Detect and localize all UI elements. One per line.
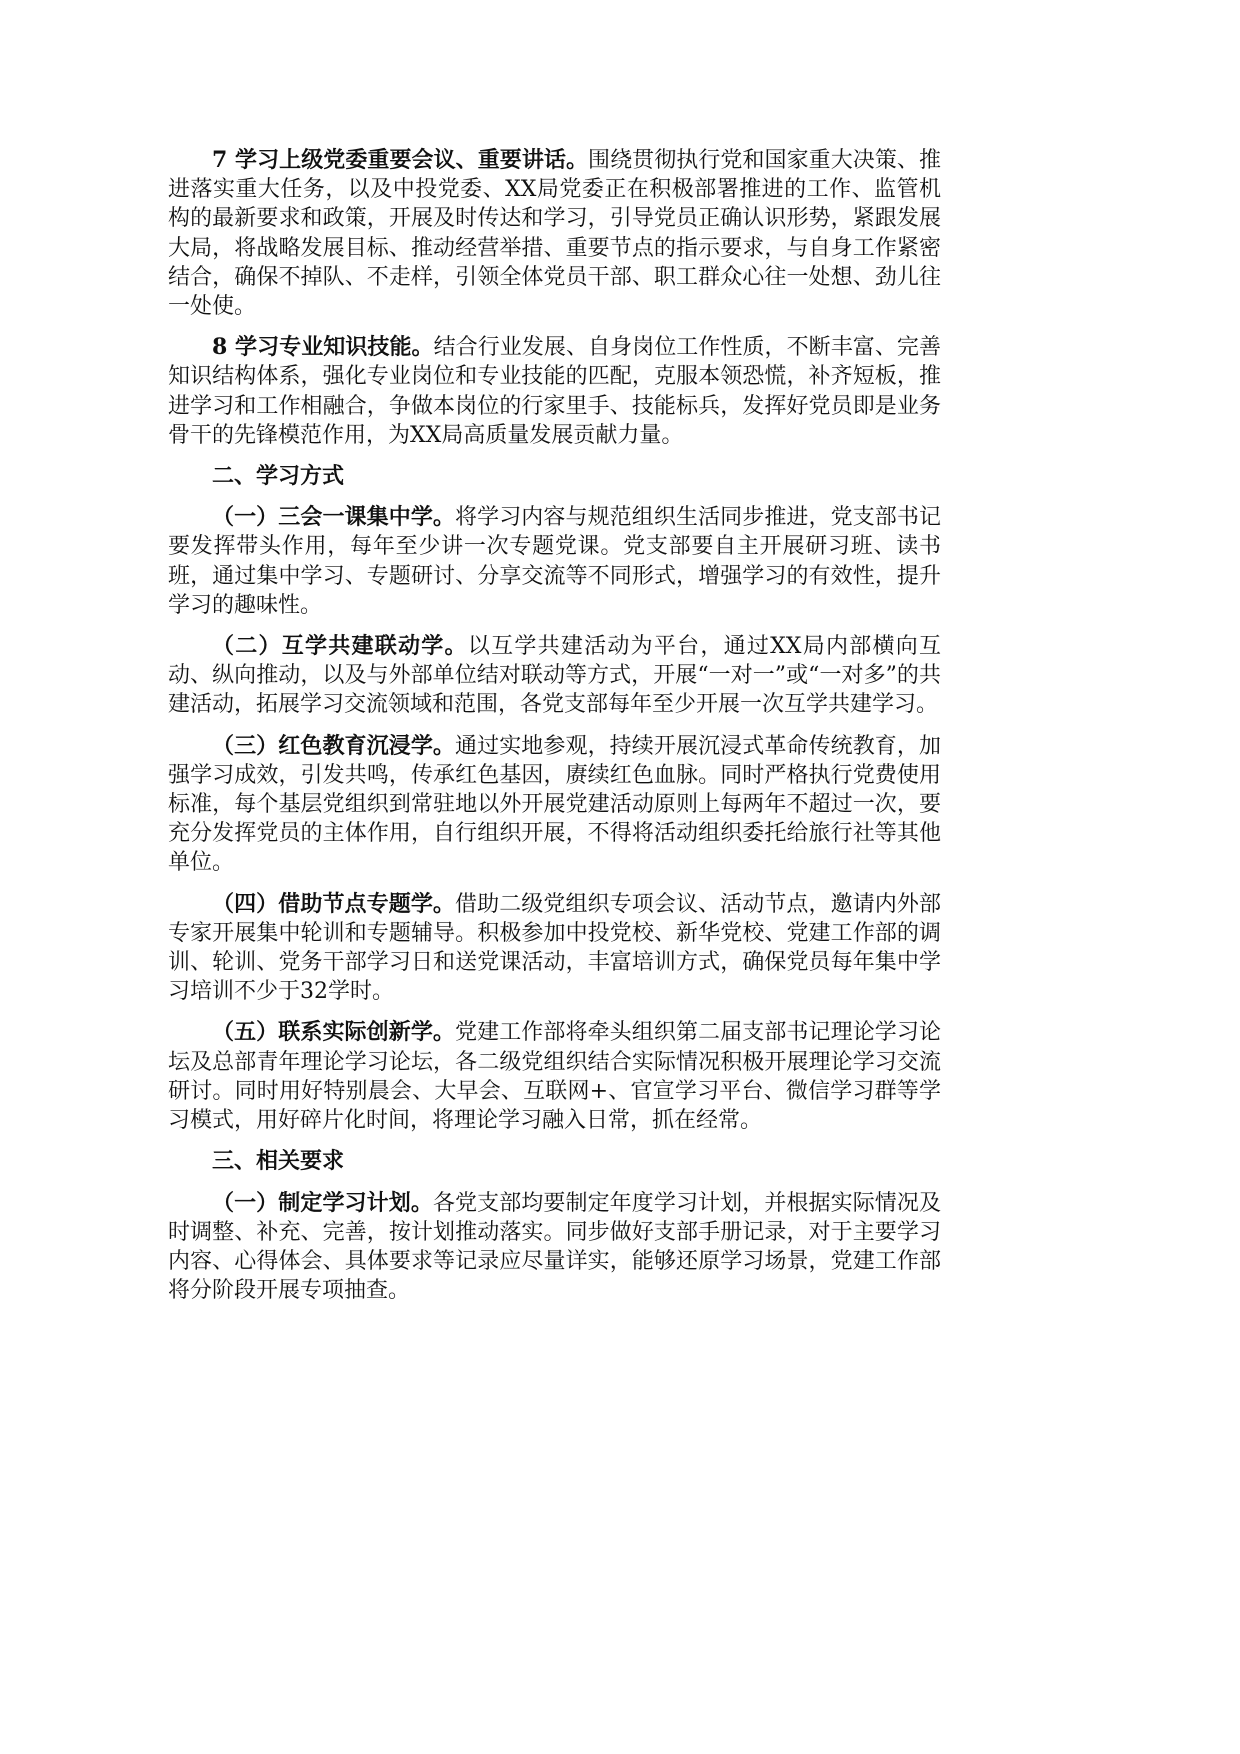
paragraph-text: 通过实地参观，持续开展沉浸式革命传统教育，加强学习成效，引发共鸣，传承红色基因，赓续红色血脉。同时严格执行党费使用标准，每个基层党组织到常驻地以外开展党建活动原则上每两年不超过一次，要充分发挥党员的主体作用，自行组织开展，不得将活动组织委托给旅行社等其他单位。 [168, 733, 941, 876]
paragraph-lead: 7 学习上级党委重要会议、重要讲话。 [212, 147, 589, 173]
paragraph-method-centralized [168, 503, 941, 620]
paragraph-text: 结合行业发展、自身岗位工作性质，不断丰富、完善知识结构体系，强化专业岗位和专业技能的匹配，克服本领恐慌，补齐短板，推进学习和工作相融合，争做本岗位的行家里手、技能标兵，发挥好党员即是业务骨干的先锋模范作用，为XX局高质量发展贡献力量。 [168, 335, 941, 448]
paragraph-method-joint [168, 632, 941, 720]
section-heading-study-methods: 二、学习方式 [212, 463, 345, 490]
paragraph-lead: （五）联系实际创新学。 [212, 1019, 456, 1046]
paragraph-requirement-plan [168, 1189, 941, 1306]
paragraph-text: 将学习内容与规范组织生活同步推进，党支部书记要发挥带头作用，每年至少讲一次专题党课。党支部要自主开展研习班、读书班，通过集中学习、专题研讨、分享交流等不同形式，增强学习的有效性，提升学习的趣味性。 [168, 505, 941, 618]
paragraph-text: 党建工作部将牵头组织第二届支部书记理论学习论坛及总部青年理论学习论坛，各二级党组织结合实际情况积极开展理论学习交流研讨。同时用好特别晨会、大早会、互联网+、官宣学习平台、微信学习群等学习模式，用好碎片化时间，将理论学习融入日常，抓在经常。 [168, 1020, 941, 1134]
section-heading-requirements: 三、相关要求 [212, 1148, 345, 1175]
paragraph-lead: （四）借助节点专题学。 [212, 890, 456, 917]
paragraph-lead: （二）互学共建联动学。 [212, 633, 468, 660]
paragraph-text: 围绕贯彻执行党和国家重大决策、推进落实重大任务，以及中投党委、XX局党委正在积极部署推进的工作、监管机构的最新要求和政策，开展及时传达和学习，引导党员正确认识形势，紧跟发展大局，将战略发展目标、推动经营举措、重要节点的指示要求，与自身工作紧密结合，确保不掉队、不走样，引领全体党员干部、职工群众心往一处想、劲儿往一处使。 [168, 148, 941, 320]
document-body [168, 146, 941, 1317]
paragraph-study-superior-meetings [168, 146, 941, 321]
paragraph-lead: 8 学习专业知识技能。 [212, 334, 434, 361]
paragraph-lead: （一）三会一课集中学。 [212, 504, 456, 531]
paragraph-method-innovation [168, 1018, 941, 1135]
paragraph-method-red-education [168, 732, 941, 878]
paragraph-text: 各党支部均要制定年度学习计划，并根据实际情况及时调整、补充、完善，按计划推动落实。同步做好支部手册记录，对于主要学习内容、心得体会、具体要求等记录应尽量详实，能够还原学习场景，党建工作部将分阶段开展专项抽查。 [168, 1190, 941, 1304]
paragraph-lead: （三）红色教育沉浸学。 [212, 732, 456, 759]
paragraph-study-professional-skills [168, 333, 941, 450]
paragraph-text: 借助二级党组织专项会议、活动节点，邀请内外部专家开展集中轮训和专题辅导。积极参加中投党校、新华党校、党建工作部的调训、轮训、党务干部学习日和送党课活动，丰富培训方式，确保党员每年集中学习培训不少于32学时。 [168, 891, 941, 1005]
paragraph-method-special-topic [168, 890, 941, 1007]
paragraph-lead: （一）制定学习计划。 [212, 1189, 433, 1216]
paragraph-text: 以互学共建活动为平台，通过XX局内部横向互动、纵向推动，以及与外部单位结对联动等方式，开展“一对一”或“一对多”的共建活动，拓展学习交流领域和范围，各党支部每年至少开展一次互学共建学习。 [168, 634, 941, 718]
